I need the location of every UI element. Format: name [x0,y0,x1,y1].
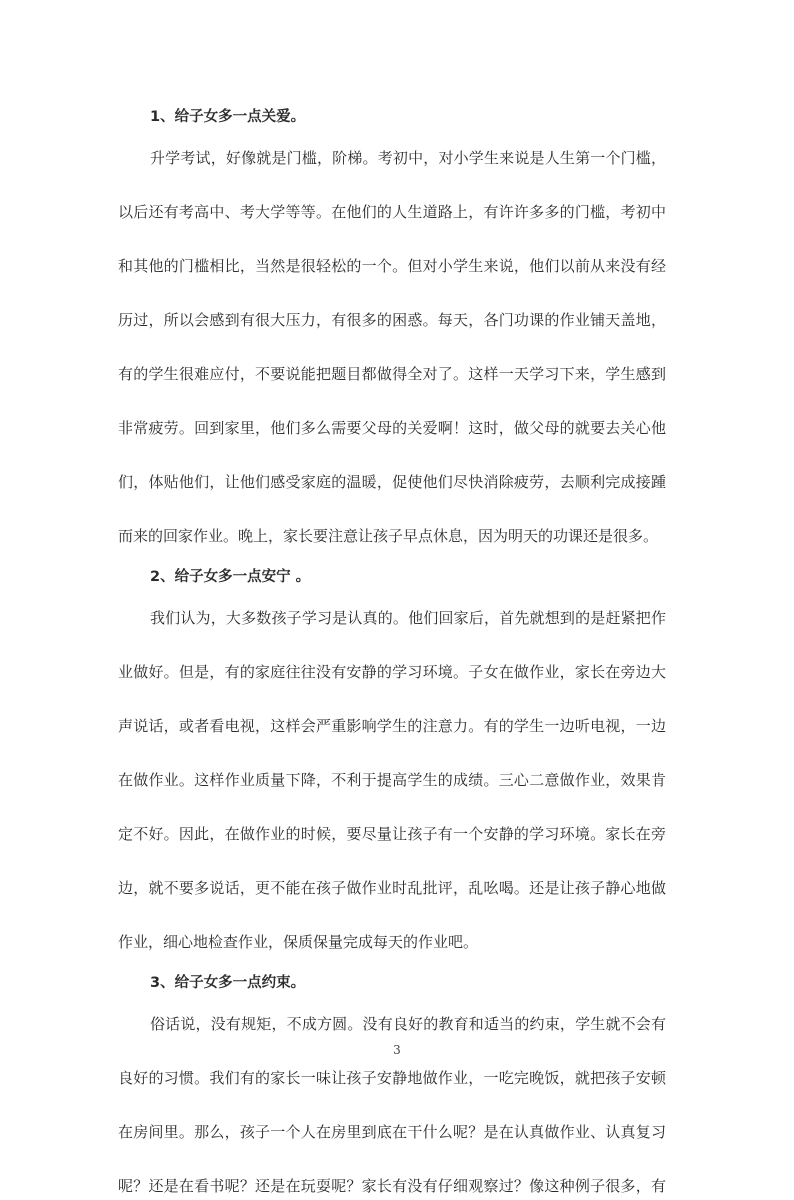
paragraph-line: 作业，细心地检查作业，保质保量完成每天的作业吧。 [118,933,479,951]
paragraph-line: 良好的习惯。我们有的家长一味让孩子安静地做作业，一吃完晚饭，就把孩子安顿 [118,1069,666,1087]
page-number: 3 [393,1043,401,1057]
paragraph-line: 历过，所以会感到有很大压力，有很多的困惑。每天，各门功课的作业铺天盖地， [118,311,666,329]
document-body [118,103,666,1200]
section-1 [118,103,666,550]
paragraph-line: 边，就不要多说话，更不能在孩子做作业时乱批评，乱吆喝。还是让孩子静心地做 [118,879,666,897]
paragraph-line: 们，体贴他们，让他们感受家庭的温暖，促使他们尽快消除疲劳，去顺利完成接踵 [118,473,666,491]
section-heading: 2、给子女多一点安宁 。 [150,569,311,585]
paragraph-line: 在做作业。这样作业质量下降，不利于提高学生的成绩。三心二意做作业，效果肯 [118,771,666,789]
paragraph-line: 定不好。因此，在做作业的时候，要尽量让孩子有一个安静的学习环境。家长在旁 [118,825,666,843]
paragraph-line: 而来的回家作业。晚上，家长要注意让孩子早点休息，因为明天的功课还是很多。 [118,527,659,545]
paragraph-line: 以后还有考高中、考大学等等。在他们的人生道路上，有许许多多的门槛，考初中 [118,203,666,221]
paragraph-line: 我们认为，大多数孩子学习是认真的。他们回家后，首先就想到的是赶紧把作 [150,609,666,627]
paragraph-line: 有的学生很难应付，不要说能把题目都做得全对了。这样一天学习下来，学生感到 [118,365,666,383]
paragraph-line: 非常疲劳。回到家里，他们多么需要父母的关爱啊！这时，做父母的就要去关心他 [118,419,666,437]
paragraph-line: 呢？还是在看书呢？还是在玩耍呢？家长有没有仔细观察过？像这种例子很多，有 [118,1177,666,1195]
paragraph-line: 业做好。但是，有的家庭往往没有安静的学习环境。子女在做作业，家长在旁边大 [118,663,666,681]
paragraph-line: 升学考试，好像就是门槛，阶梯。考初中，对小学生来说是人生第一个门槛， [150,149,666,167]
section-2 [118,563,666,956]
section-3 [118,969,666,1200]
paragraph-line: 在房间里。那么，孩子一个人在房里到底在干什么呢？是在认真做作业、认真复习 [118,1123,666,1141]
paragraph-line: 和其他的门槛相比，当然是很轻松的一个。但对小学生来说，他们以前从来没有经 [118,257,666,275]
paragraph-line: 声说话，或者看电视，这样会严重影响学生的注意力。有的学生一边听电视，一边 [118,717,666,735]
section-heading: 3、给子女多一点约束。 [150,975,306,991]
section-heading: 1、给子女多一点关爱。 [150,109,306,125]
paragraph-line: 俗话说，没有规矩，不成方圆。没有良好的教育和适当的约束，学生就不会有 [150,1015,666,1033]
